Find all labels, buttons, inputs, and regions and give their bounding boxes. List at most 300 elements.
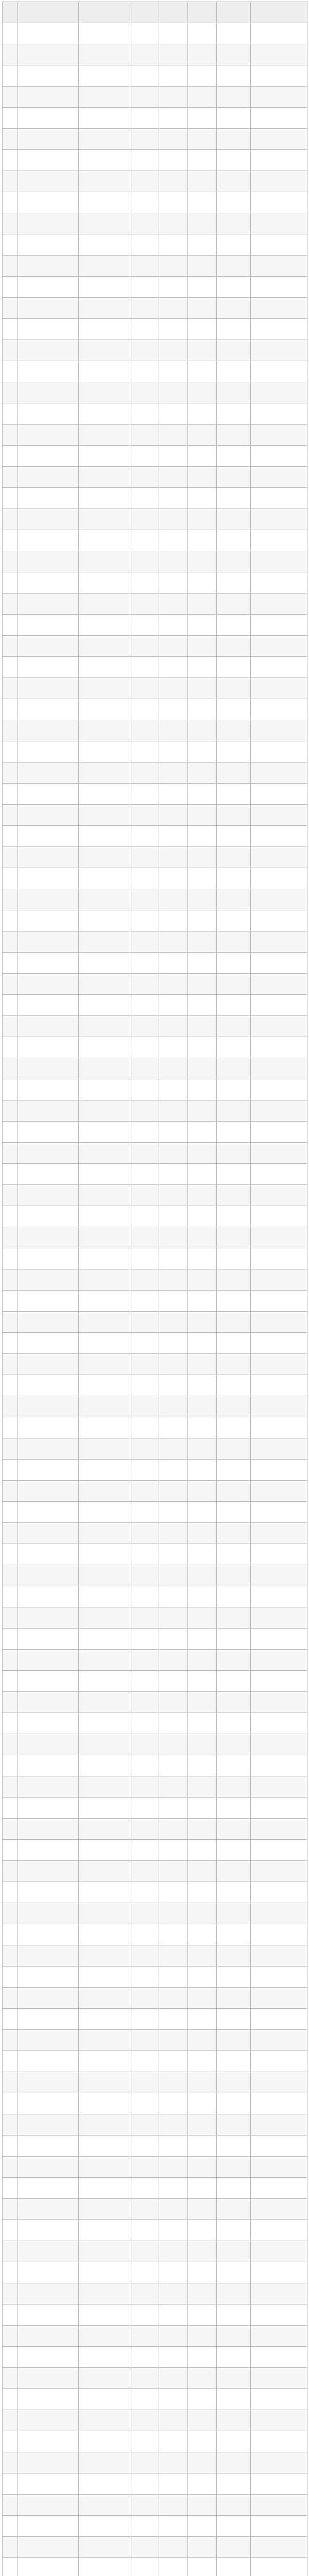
table-cell <box>3 403 18 425</box>
table-row <box>3 1650 307 1671</box>
table-cell <box>131 1840 159 1861</box>
table-cell <box>18 1988 79 2009</box>
table-cell <box>188 805 217 826</box>
table-row <box>3 1248 307 1269</box>
table-cell <box>18 44 79 65</box>
table-cell <box>159 298 188 319</box>
table-cell <box>131 1586 159 1607</box>
table-cell <box>3 826 18 847</box>
table-cell <box>159 826 188 847</box>
table-cell <box>188 1586 217 1607</box>
table-cell <box>131 1354 159 1375</box>
table-cell <box>79 1122 131 1143</box>
table-cell <box>159 1565 188 1586</box>
table-cell <box>217 1291 251 1312</box>
table-cell <box>251 1650 307 1671</box>
table-cell <box>217 1755 251 1776</box>
table-cell <box>251 1671 307 1692</box>
table-cell <box>79 1037 131 1058</box>
table-cell <box>131 319 159 340</box>
header-cell <box>131 2 159 23</box>
table-cell <box>131 995 159 1016</box>
table-cell <box>79 826 131 847</box>
table-cell <box>131 1016 159 1037</box>
table-cell <box>159 277 188 298</box>
table-cell <box>3 1734 18 1755</box>
table-cell <box>251 1502 307 1523</box>
table-row <box>3 2241 307 2262</box>
table-cell <box>3 1206 18 1227</box>
table-cell <box>131 1798 159 1819</box>
table-cell <box>159 2114 188 2136</box>
table-cell <box>188 551 217 572</box>
table-row <box>3 1312 307 1333</box>
table-cell <box>131 2537 159 2558</box>
table-cell <box>188 488 217 509</box>
table-cell <box>131 488 159 509</box>
table-cell <box>3 1227 18 1248</box>
table-cell <box>3 488 18 509</box>
table-cell <box>3 1776 18 1798</box>
table-cell <box>188 1438 217 1460</box>
table-cell <box>131 23 159 44</box>
table-row <box>3 1122 307 1143</box>
table-row <box>3 1417 307 1438</box>
table-row <box>3 1164 307 1185</box>
table-cell <box>18 847 79 868</box>
table-cell <box>159 1734 188 1755</box>
table-cell <box>159 1882 188 1903</box>
table-cell <box>159 2030 188 2051</box>
table-cell <box>79 1333 131 1354</box>
table-row <box>3 720 307 741</box>
table-cell <box>3 1438 18 1460</box>
table-cell <box>159 1586 188 1607</box>
table-cell <box>217 2178 251 2199</box>
table-cell <box>251 2114 307 2136</box>
table-row <box>3 2178 307 2199</box>
table-row <box>3 889 307 910</box>
table-cell <box>18 2347 79 2368</box>
table-cell <box>159 1417 188 1438</box>
table-cell <box>3 2326 18 2347</box>
table-cell <box>131 1903 159 1924</box>
table-row <box>3 1734 307 1755</box>
table-cell <box>217 44 251 65</box>
table-cell <box>188 1016 217 1037</box>
table-cell <box>3 805 18 826</box>
table-cell <box>159 1079 188 1100</box>
table-cell <box>79 1565 131 1586</box>
table-cell <box>188 636 217 657</box>
table-cell <box>251 1607 307 1629</box>
table-row <box>3 1755 307 1776</box>
table-cell <box>3 2114 18 2136</box>
table-cell <box>251 699 307 720</box>
table-cell <box>251 720 307 741</box>
table-cell <box>18 1037 79 1058</box>
table-cell <box>3 1607 18 1629</box>
table-row <box>3 2072 307 2093</box>
table-cell <box>188 2199 217 2220</box>
table-row <box>3 382 307 403</box>
table-row <box>3 403 307 425</box>
table-cell <box>159 530 188 551</box>
table-cell <box>3 615 18 636</box>
table-cell <box>251 2030 307 2051</box>
table-cell <box>18 2452 79 2473</box>
table-cell <box>217 657 251 678</box>
table-cell <box>217 551 251 572</box>
table-row <box>3 1037 307 1058</box>
table-row <box>3 2495 307 2516</box>
table-cell <box>188 826 217 847</box>
table-cell <box>18 2157 79 2178</box>
table-cell <box>251 1460 307 1481</box>
table-cell <box>159 1819 188 1840</box>
table-cell <box>251 974 307 995</box>
table-cell <box>217 1438 251 1460</box>
table-row <box>3 1692 307 1713</box>
table-cell <box>131 1291 159 1312</box>
table-cell <box>3 1967 18 1988</box>
table-cell <box>79 2241 131 2262</box>
table-cell <box>188 1333 217 1354</box>
table-cell <box>251 1164 307 1185</box>
table-cell <box>131 467 159 488</box>
table-cell <box>18 1438 79 1460</box>
table-cell <box>3 2220 18 2241</box>
table-cell <box>79 1312 131 1333</box>
table-row <box>3 298 307 319</box>
table-cell <box>3 1713 18 1734</box>
table-cell <box>217 1607 251 1629</box>
table-cell <box>251 1291 307 1312</box>
table-row <box>3 1924 307 1945</box>
table-cell <box>251 678 307 699</box>
table-cell <box>188 974 217 995</box>
table-cell <box>159 1544 188 1565</box>
table-cell <box>188 953 217 974</box>
table-cell <box>79 298 131 319</box>
table-cell <box>217 1967 251 1988</box>
table-cell <box>131 361 159 382</box>
table-cell <box>159 1988 188 2009</box>
table-cell <box>131 615 159 636</box>
table-cell <box>159 805 188 826</box>
table-cell <box>159 1607 188 1629</box>
table-row <box>3 2051 307 2072</box>
table-cell <box>18 298 79 319</box>
table-cell <box>18 108 79 129</box>
table-cell <box>188 868 217 889</box>
table-cell <box>159 1798 188 1819</box>
table-cell <box>251 1058 307 1079</box>
table-cell <box>131 1122 159 1143</box>
table-cell <box>251 129 307 150</box>
table-row <box>3 572 307 594</box>
table-cell <box>251 1523 307 1544</box>
table-cell <box>159 256 188 277</box>
table-cell <box>251 762 307 784</box>
table-cell <box>251 2431 307 2452</box>
table-cell <box>79 2326 131 2347</box>
table-cell <box>217 382 251 403</box>
table-cell <box>251 1122 307 1143</box>
table-cell <box>79 1882 131 1903</box>
table-cell <box>3 1164 18 1185</box>
table-cell <box>131 298 159 319</box>
table-cell <box>217 2410 251 2431</box>
table-row <box>3 1988 307 2009</box>
table-cell <box>251 1903 307 1924</box>
table-cell <box>18 234 79 256</box>
table-cell <box>251 2326 307 2347</box>
table-row <box>3 2199 307 2220</box>
table-cell <box>251 298 307 319</box>
table-cell <box>217 1903 251 1924</box>
table-cell <box>79 65 131 87</box>
table-cell <box>3 1861 18 1882</box>
table-cell <box>217 2114 251 2136</box>
table-cell <box>188 1227 217 1248</box>
table-cell <box>3 1565 18 1586</box>
table-cell <box>18 1164 79 1185</box>
table-cell <box>131 1312 159 1333</box>
table-cell <box>18 65 79 87</box>
table-cell <box>3 44 18 65</box>
table-cell <box>251 1100 307 1122</box>
table-cell <box>251 65 307 87</box>
table-cell <box>251 1586 307 1607</box>
table-row <box>3 1227 307 1248</box>
table-cell <box>188 741 217 762</box>
table-cell <box>3 1417 18 1438</box>
table-cell <box>131 551 159 572</box>
table-cell <box>18 594 79 615</box>
table-row <box>3 2516 307 2537</box>
table-cell <box>251 868 307 889</box>
table-cell <box>3 2093 18 2114</box>
table-cell <box>18 1227 79 1248</box>
table-cell <box>131 1924 159 1945</box>
table-cell <box>131 277 159 298</box>
table-cell <box>3 2473 18 2495</box>
table-cell <box>3 1100 18 1122</box>
table-cell <box>18 192 79 213</box>
table-cell <box>188 910 217 931</box>
table-row <box>3 2304 307 2326</box>
table-cell <box>159 1227 188 1248</box>
table-cell <box>18 2009 79 2030</box>
table-cell <box>159 657 188 678</box>
table-cell <box>251 1333 307 1354</box>
table-row <box>3 1438 307 1460</box>
table-cell <box>188 382 217 403</box>
table-cell <box>159 2326 188 2347</box>
table-cell <box>217 2051 251 2072</box>
table-cell <box>79 277 131 298</box>
table-cell <box>188 2537 217 2558</box>
table-cell <box>217 2537 251 2558</box>
table-row <box>3 594 307 615</box>
table-cell <box>18 1903 79 1924</box>
table-cell <box>79 784 131 805</box>
table-cell <box>131 2452 159 2473</box>
table-cell <box>251 1861 307 1882</box>
table-cell <box>18 382 79 403</box>
table-cell <box>188 2157 217 2178</box>
table-cell <box>3 1798 18 1819</box>
table-row <box>3 2473 307 2495</box>
table-cell <box>3 2157 18 2178</box>
table-cell <box>18 826 79 847</box>
table-cell <box>217 129 251 150</box>
table-cell <box>3 1248 18 1269</box>
table-cell <box>188 1840 217 1861</box>
table-cell <box>3 1375 18 1396</box>
table-cell <box>131 2389 159 2410</box>
table-cell <box>131 382 159 403</box>
table-cell <box>188 87 217 108</box>
table-cell <box>159 1058 188 1079</box>
table-cell <box>3 657 18 678</box>
table-cell <box>159 446 188 467</box>
table-cell <box>131 2347 159 2368</box>
table-cell <box>18 488 79 509</box>
table-cell <box>18 2093 79 2114</box>
table-cell <box>251 784 307 805</box>
table-cell <box>159 1692 188 1713</box>
table-cell <box>217 1671 251 1692</box>
table-cell <box>3 995 18 1016</box>
table-cell <box>159 171 188 192</box>
table-cell <box>79 488 131 509</box>
table-row <box>3 699 307 720</box>
header-cell <box>159 2 188 23</box>
table-cell <box>18 1248 79 1269</box>
table-cell <box>188 657 217 678</box>
header-cell <box>79 2 131 23</box>
table-cell <box>159 2368 188 2389</box>
table-row <box>3 762 307 784</box>
table-cell <box>217 1629 251 1650</box>
table-cell <box>217 2009 251 2030</box>
table-cell <box>251 256 307 277</box>
table-cell <box>79 1396 131 1417</box>
table-cell <box>3 594 18 615</box>
table-cell <box>18 1819 79 1840</box>
table-cell <box>131 1375 159 1396</box>
table-cell <box>18 2283 79 2304</box>
table-cell <box>159 361 188 382</box>
table-row <box>3 910 307 931</box>
table-row <box>3 446 307 467</box>
table-cell <box>3 1903 18 1924</box>
table-row <box>3 1882 307 1903</box>
table-cell <box>131 2241 159 2262</box>
table-cell <box>18 1291 79 1312</box>
table-cell <box>217 108 251 129</box>
table-cell <box>188 1671 217 1692</box>
table-cell <box>79 910 131 931</box>
table-cell <box>131 1819 159 1840</box>
table-cell <box>131 931 159 953</box>
table-cell <box>131 1607 159 1629</box>
table-cell <box>188 1629 217 1650</box>
table-cell <box>251 1565 307 1586</box>
table-cell <box>18 974 79 995</box>
table-cell <box>251 2347 307 2368</box>
table-cell <box>79 108 131 129</box>
table-cell <box>188 572 217 594</box>
table-cell <box>188 1185 217 1206</box>
table-row <box>3 1375 307 1396</box>
table-cell <box>159 1650 188 1671</box>
table-cell <box>18 1924 79 1945</box>
table-cell <box>188 425 217 446</box>
table-cell <box>159 2516 188 2537</box>
table-cell <box>188 1523 217 1544</box>
table-cell <box>3 1291 18 1312</box>
table-cell <box>18 1143 79 1164</box>
table-cell <box>131 2051 159 2072</box>
table-cell <box>131 1734 159 1755</box>
table-cell <box>251 2558 307 2576</box>
table-cell <box>217 319 251 340</box>
table-cell <box>18 1333 79 1354</box>
table-cell <box>79 530 131 551</box>
table-cell <box>79 868 131 889</box>
table-row <box>3 1502 307 1523</box>
table-cell <box>18 403 79 425</box>
table-cell <box>131 509 159 530</box>
table-cell <box>3 974 18 995</box>
table-cell <box>159 23 188 44</box>
table-row <box>3 1629 307 1650</box>
table-cell <box>131 1544 159 1565</box>
table-cell <box>188 2389 217 2410</box>
table-row <box>3 953 307 974</box>
table-cell <box>251 657 307 678</box>
table-cell <box>3 1143 18 1164</box>
table-cell <box>131 1713 159 1734</box>
table-cell <box>188 340 217 361</box>
table-cell <box>159 953 188 974</box>
header-cell <box>217 2 251 23</box>
header-cell <box>251 2 307 23</box>
table-cell <box>188 1206 217 1227</box>
table-cell <box>217 1586 251 1607</box>
table-cell <box>159 2241 188 2262</box>
table-cell <box>18 256 79 277</box>
table-body <box>3 23 307 2576</box>
table-cell <box>251 615 307 636</box>
table-cell <box>217 87 251 108</box>
table-cell <box>159 1776 188 1798</box>
table-row <box>3 340 307 361</box>
table-cell <box>131 1269 159 1291</box>
table-cell <box>3 2199 18 2220</box>
table-cell <box>18 1100 79 1122</box>
table-cell <box>79 1586 131 1607</box>
table-cell <box>18 277 79 298</box>
table-cell <box>188 108 217 129</box>
table-cell <box>131 2558 159 2576</box>
table-cell <box>159 678 188 699</box>
table-cell <box>131 636 159 657</box>
table-cell <box>188 1502 217 1523</box>
